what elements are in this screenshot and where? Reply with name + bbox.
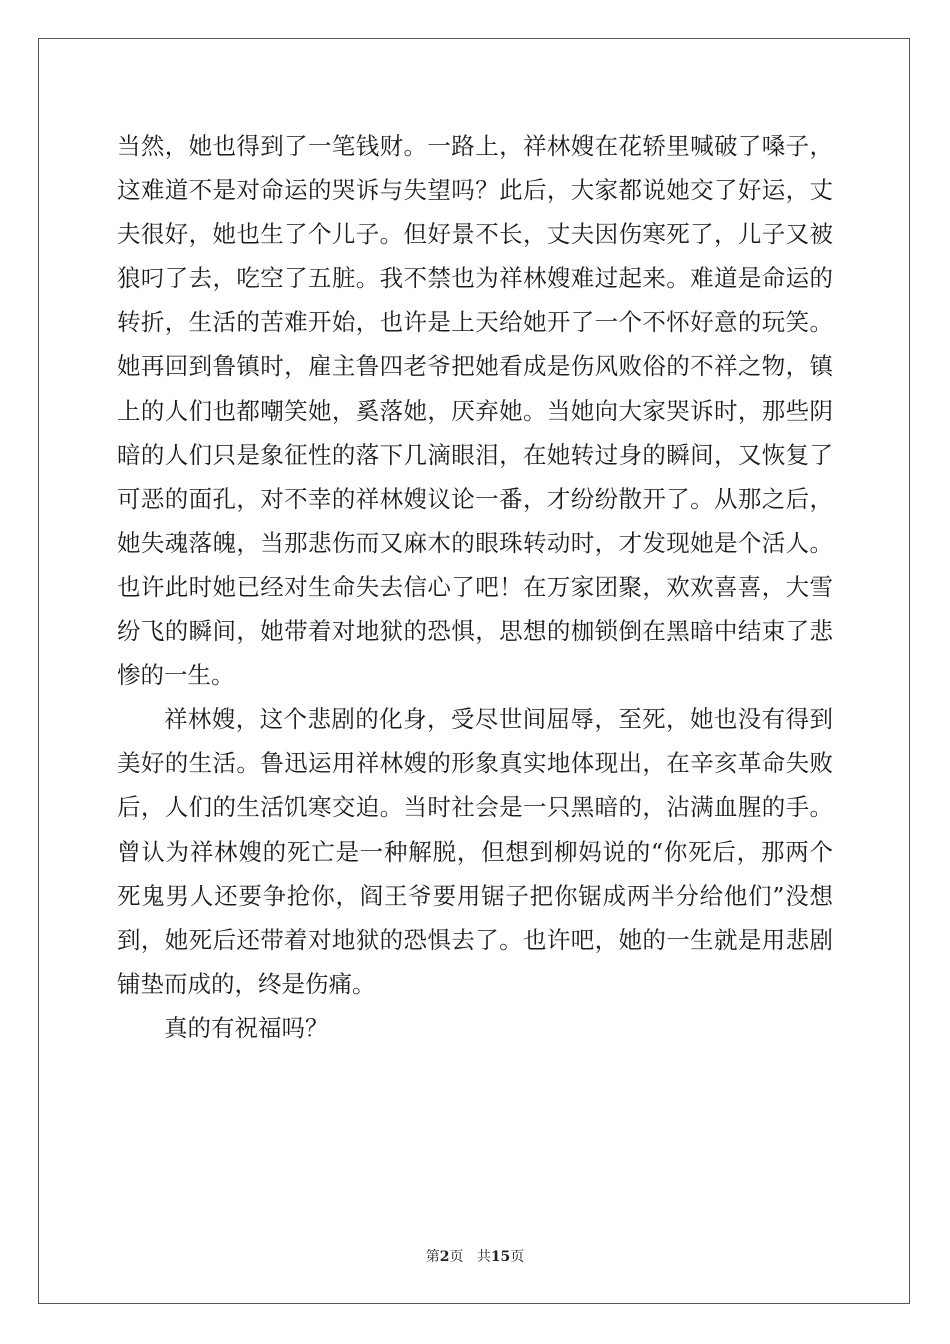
text-line: 美好的生活。鲁迅运用祥林嫂的形象真实地体现出，在辛亥革命失败 (117, 749, 833, 778)
text-line: 到，她死后还带着对地狱的恐惧去了。也许吧，她的一生就是用悲剧 (117, 925, 833, 954)
text-line: 死鬼男人还要争抢你，阎王爷要用锯子把你锯成两半分给他们”没想 (117, 881, 833, 910)
text-line: 真的有祝福吗？ (164, 1013, 329, 1042)
text-line: 也许此时她已经对生命失去信心了吧！在万家团聚，欢欢喜喜，大雪 (117, 572, 833, 601)
text-line: 这难道不是对命运的哭诉与失望吗？此后，大家都说她交了好运，丈 (117, 176, 833, 205)
text-line: 夫很好，她也生了个儿子。但好景不长，丈夫因伤寒死了，儿子又被 (117, 220, 833, 249)
page-number: 2 (439, 1249, 450, 1265)
text-line: 转折，生活的苦难开始，也许是上天给她开了一个不怀好意的玩笑。 (117, 308, 833, 337)
document-body (117, 124, 833, 1050)
text-line: 可恶的面孔，对不幸的祥林嫂议论一番，才纷纷散开了。从那之后， (117, 484, 833, 513)
text-line: 上的人们也都嘲笑她，奚落她，厌弃她。当她向大家哭诉时，那些阴 (117, 396, 833, 425)
page-suffix: 页 (449, 1249, 464, 1265)
text-line: 惨的一生。 (117, 661, 235, 690)
text-line: 后，人们的生活饥寒交迫。当时社会是一只黑暗的，沾满血腥的手。 (117, 793, 833, 822)
text-line: 狼叼了去，吃空了五脏。我不禁也为祥林嫂难过起来。难道是命运的 (117, 264, 833, 293)
total-pages: 15 (490, 1249, 511, 1265)
text-line: 当然，她也得到了一笔钱财。一路上，祥林嫂在花轿里喊破了嗓子， (117, 132, 833, 160)
page-prefix: 第 (425, 1249, 440, 1265)
total-suffix: 页 (510, 1249, 525, 1265)
total-prefix: 共 (476, 1249, 491, 1265)
text-line: 她失魂落魄，当那悲伤而又麻木的眼珠转动时，才发现她是个活人。 (117, 528, 833, 557)
page-footer (0, 1248, 950, 1266)
paragraph-3 (117, 1006, 833, 1050)
paragraph-1 (117, 124, 833, 697)
text-line: 她再回到鲁镇时，雇主鲁四老爷把她看成是伤风败俗的不祥之物，镇 (117, 352, 833, 381)
text-line: 铺垫而成的，终是伤痛。 (117, 969, 376, 998)
text-line: 祥林嫂，这个悲剧的化身，受尽世间屈辱，至死，她也没有得到 (164, 705, 833, 734)
paragraph-2 (117, 697, 833, 1006)
text-line: 暗的人们只是象征性的落下几滴眼泪，在她转过身的瞬间，又恢复了 (117, 440, 833, 469)
text-line: 纷飞的瞬间，她带着对地狱的恐惧，思想的枷锁倒在黑暗中结束了悲 (117, 617, 833, 646)
text-line: 曾认为祥林嫂的死亡是一种解脱，但想到柳妈说的“你死后，那两个 (117, 837, 833, 866)
